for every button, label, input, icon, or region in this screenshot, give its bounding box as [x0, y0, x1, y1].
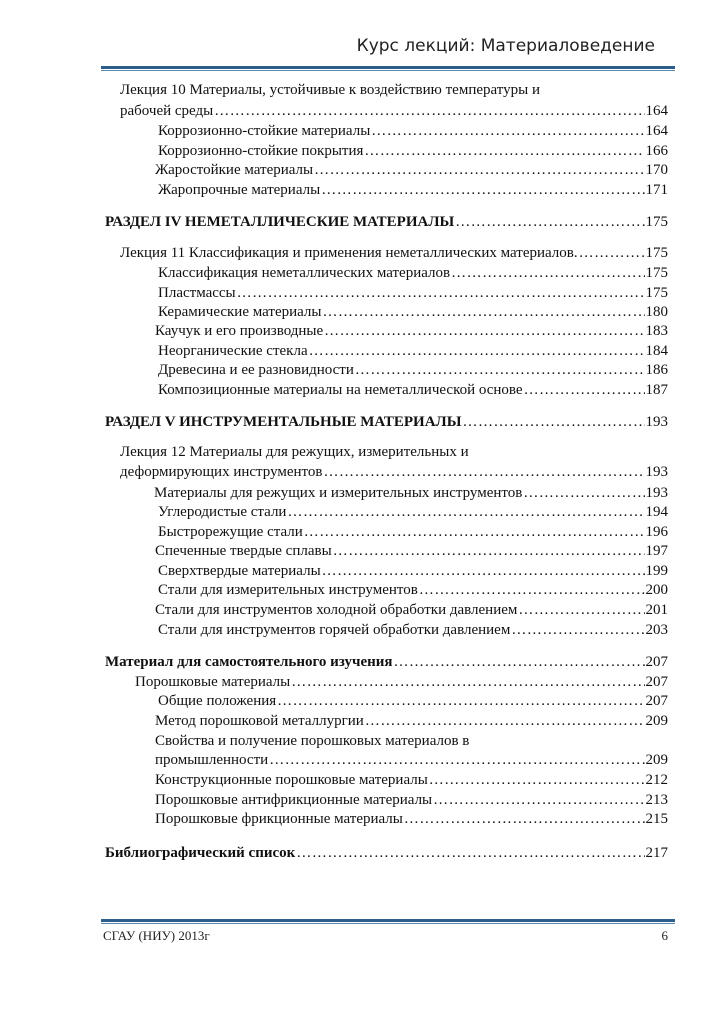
toc-entry-page: 184 — [645, 343, 668, 359]
toc-entry-page: 217 — [645, 845, 668, 861]
toc-entry[interactable] — [155, 600, 668, 620]
toc-entry-title: Жаростойкие материалы — [155, 162, 314, 178]
leader-dots — [419, 580, 645, 600]
toc-entry[interactable] — [158, 580, 668, 600]
page-number: 6 — [661, 928, 668, 943]
toc-selfstudy-entry[interactable] — [105, 652, 668, 672]
toc-entry-title: Конструкционные порошковые материалы — [155, 772, 428, 788]
leader-dots — [365, 711, 645, 731]
toc-entry-title: рабочей среды — [120, 103, 214, 119]
toc-entry[interactable] — [155, 770, 668, 790]
toc-entry[interactable] — [158, 141, 668, 161]
toc-entry-title: Сверхтвердые материалы — [158, 563, 321, 579]
toc-entry-title: Порошковые антифрикционные материалы — [155, 792, 433, 808]
toc-entry[interactable] — [158, 380, 668, 400]
footer-organization: СГАУ (НИУ) 2013г — [103, 928, 210, 943]
toc-entry-title: Материал для самостоятельного изучения — [105, 654, 393, 670]
toc-entry[interactable] — [155, 321, 668, 341]
toc-entry-page: 193 — [645, 485, 668, 501]
toc-entry-title: Коррозионно-стойкие материалы — [158, 123, 371, 139]
toc-entry[interactable] — [158, 341, 668, 361]
toc-entry-title: Стали для измерительных инструментов — [158, 582, 418, 598]
toc-entry-page: 212 — [645, 772, 668, 788]
toc-entry-page: 164 — [645, 123, 668, 139]
leader-dots — [277, 691, 644, 711]
toc-entry-page: 209 — [645, 713, 668, 729]
toc-lecture10-line1: Лекция 10 Материалы, устойчивые к воздействию температуры и — [120, 82, 540, 98]
toc-entry-page: 200 — [645, 582, 668, 598]
toc-lecture10-entry[interactable] — [120, 101, 668, 121]
toc-entry-title: Быстрорежущие стали — [158, 524, 303, 540]
toc-props-entry[interactable] — [155, 750, 668, 770]
toc-entry-title: РАЗДЕЛ IV НЕМЕТАЛЛИЧЕСКИЕ МАТЕРИАЛЫ — [105, 214, 455, 230]
toc-entry-page: 194 — [645, 504, 668, 520]
toc-entry[interactable] — [158, 283, 668, 303]
toc-entry[interactable] — [158, 502, 668, 522]
toc-powder-entry[interactable] — [135, 672, 668, 692]
leader-dots — [523, 483, 644, 503]
leader-dots — [321, 180, 644, 200]
toc-entry-page: 175 — [645, 245, 668, 261]
footer-rule-thin — [101, 923, 675, 924]
toc-entry[interactable] — [155, 711, 668, 731]
toc-entry-page: 201 — [645, 602, 668, 618]
toc-entry[interactable] — [158, 360, 668, 380]
leader-dots — [511, 620, 644, 640]
toc-entry[interactable] — [158, 561, 668, 581]
leader-dots — [462, 412, 644, 432]
leader-dots — [324, 462, 645, 482]
leader-dots — [579, 243, 645, 263]
leader-dots — [291, 672, 644, 692]
toc-entry-page: 175 — [645, 265, 668, 281]
leader-dots — [322, 302, 644, 322]
toc-entry[interactable] — [155, 160, 668, 180]
toc-entry-page: 193 — [645, 414, 668, 430]
toc-entry[interactable] — [158, 180, 668, 200]
toc-entry-page: 209 — [645, 752, 668, 768]
toc-entry-page: 215 — [645, 811, 668, 827]
toc-entry-title: Порошковые материалы — [135, 674, 291, 690]
toc-bibliography-entry[interactable] — [105, 843, 668, 863]
page-header-title: Курс лекций: Материаловедение — [356, 36, 655, 56]
leader-dots — [314, 160, 644, 180]
toc-entry-page: 175 — [645, 285, 668, 301]
leader-dots — [322, 561, 645, 581]
leader-dots — [214, 101, 644, 121]
toc-entry[interactable] — [158, 121, 668, 141]
toc-entry-title: деформирующих инструментов — [120, 464, 323, 480]
toc-entry-page: 166 — [645, 143, 668, 159]
leader-dots — [394, 652, 645, 672]
toc-entry-page: 183 — [645, 323, 668, 339]
toc-entry-title: промышленности — [155, 752, 269, 768]
toc-entry-title: Коррозионно-стойкие покрытия — [158, 143, 364, 159]
toc-entry-title: Стали для инструментов холодной обработки давлением — [155, 602, 518, 618]
toc-entry-page: 164 — [645, 103, 668, 119]
toc-entry-title: Жаропрочные материалы — [158, 182, 321, 198]
toc-props-line1: Свойства и получение порошковых материалов в — [155, 733, 470, 749]
toc-entry-title: Спеченные твердые сплавы — [155, 543, 332, 559]
leader-dots — [355, 360, 645, 380]
toc-entry-title: Каучук и его производные — [155, 323, 324, 339]
toc-entry-page: 171 — [645, 182, 668, 198]
leader-dots — [333, 541, 645, 561]
toc-entry-page: 213 — [645, 792, 668, 808]
toc-entry-page: 193 — [645, 464, 668, 480]
toc-entry-title: Пластмассы — [158, 285, 236, 301]
footer-rule — [101, 919, 675, 922]
toc-entry[interactable] — [158, 620, 668, 640]
toc-entry-title: Углеродистые стали — [158, 504, 287, 520]
toc-entry-page: 170 — [645, 162, 668, 178]
leader-dots — [455, 212, 644, 232]
toc-lecture12-entry[interactable] — [120, 462, 668, 482]
toc-entry-title: Порошковые фрикционные материалы — [155, 811, 403, 827]
toc-entry-page: 175 — [645, 214, 668, 230]
leader-dots — [433, 790, 644, 810]
toc-entry-title: Материалы для режущих и измерительных инструментов — [154, 485, 523, 501]
toc-entry-page: 199 — [645, 563, 668, 579]
toc-entry-title: Керамические материалы — [158, 304, 322, 320]
toc-entry-page: 207 — [645, 654, 668, 670]
toc-entry-title: Древесина и ее разновидности — [158, 362, 354, 378]
leader-dots — [296, 843, 644, 863]
toc-section4-entry[interactable] — [105, 212, 668, 232]
toc-entry[interactable] — [158, 522, 668, 542]
toc-entry[interactable] — [155, 541, 668, 561]
leader-dots — [269, 750, 644, 770]
toc-entry[interactable] — [155, 809, 668, 829]
leader-dots — [404, 809, 645, 829]
toc-section5-entry[interactable] — [105, 412, 668, 432]
toc-entry[interactable] — [155, 790, 668, 810]
leader-dots — [518, 600, 644, 620]
leader-dots — [451, 263, 644, 283]
toc-entry[interactable] — [158, 302, 668, 322]
leader-dots — [364, 141, 644, 161]
toc-entry-title: Композиционные материалы на неметаллической основе — [158, 382, 523, 398]
leader-dots — [287, 502, 644, 522]
toc-entry-title: Библиографический список — [105, 845, 296, 861]
toc-entry-title: Классификация неметаллических материалов — [158, 265, 451, 281]
toc-entry-title: Стали для инструментов горячей обработки давлением — [158, 622, 511, 638]
leader-dots — [324, 321, 644, 341]
toc-entry-page: 197 — [645, 543, 668, 559]
toc-entry-title: Неорганические стекла — [158, 343, 308, 359]
leader-dots — [524, 380, 645, 400]
toc-entry-page: 203 — [645, 622, 668, 638]
toc-lecture11-entry[interactable] — [120, 243, 668, 263]
toc-entry[interactable] — [158, 691, 668, 711]
toc-entry-title: Метод порошковой металлургии — [155, 713, 364, 729]
toc-entry-page: 207 — [645, 674, 668, 690]
leader-dots — [371, 121, 644, 141]
toc-entry-title: Общие положения — [158, 693, 277, 709]
toc-entry-page: 187 — [645, 382, 668, 398]
leader-dots — [309, 341, 645, 361]
toc-entry-page: 180 — [645, 304, 668, 320]
toc-entry[interactable] — [154, 483, 668, 503]
toc-entry[interactable] — [158, 263, 668, 283]
toc-entry-page: 207 — [645, 693, 668, 709]
toc-entry-title: РАЗДЕЛ V ИНСТРУМЕНТАЛЬНЫЕ МАТЕРИАЛЫ — [105, 414, 462, 430]
toc-entry-page: 186 — [645, 362, 668, 378]
toc-entry-page: 196 — [645, 524, 668, 540]
leader-dots — [429, 770, 645, 790]
leader-dots — [237, 283, 645, 303]
toc-entry-title: Лекция 11 Классификация и применения неметаллических материалов. — [120, 245, 578, 261]
toc-lecture12-line1: Лекция 12 Материалы для режущих, измерительных и — [120, 444, 469, 460]
leader-dots — [304, 522, 645, 542]
